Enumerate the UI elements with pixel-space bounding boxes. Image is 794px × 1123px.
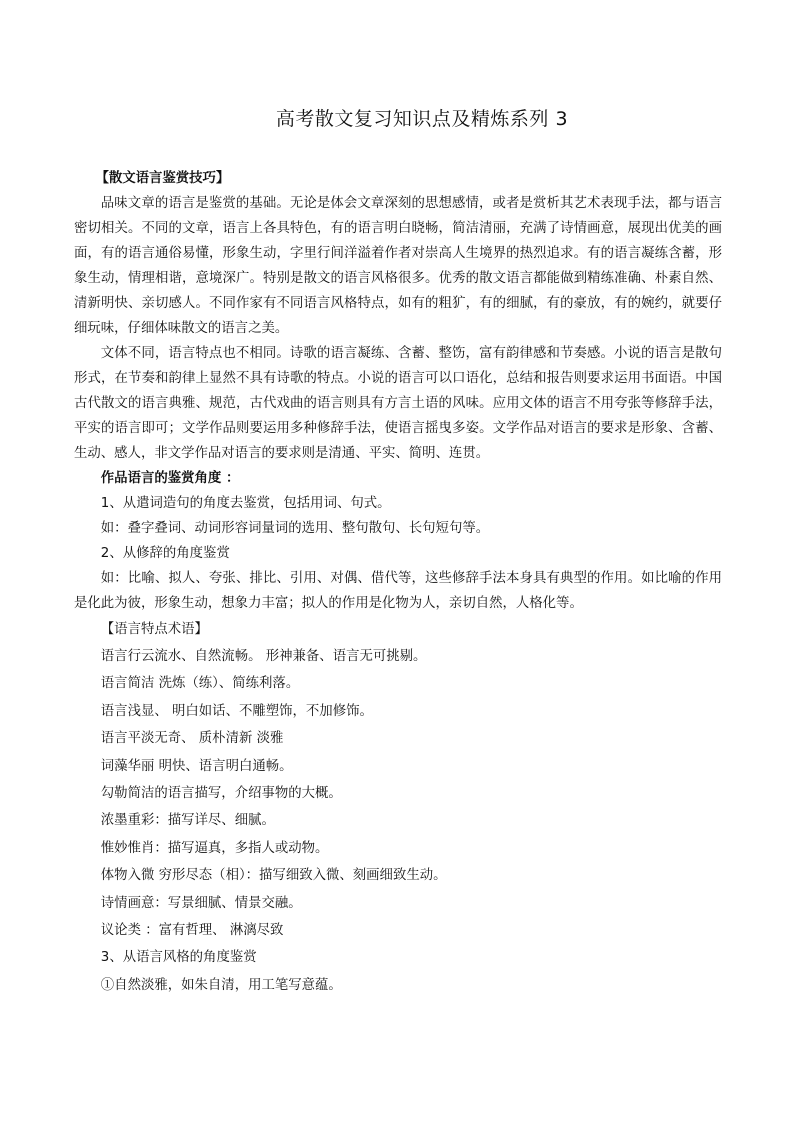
list-item: 语言平淡无奇、 质朴清新 淡雅 [100,731,284,747]
terms-list [74,616,722,999]
list-item: 2、从修辞的角度鉴赏 [100,546,230,561]
list-item: 语言简洁 洗炼（练）、简练利落。 [100,676,300,692]
section-heading-appreciation-angles: 作品语言的鉴赏角度 ： [100,471,240,486]
list-item-example: 如：比喻、拟人、夸张、排比、引用、对偶、借代等，这些修辞手法本身具有典型的作用。如比喻的作用是化此为彼，形象生动，想象力丰富；拟人的作用是化物为人，亲切自然，人格化等。 [74,571,722,611]
list-item: 语言行云流水、自然流畅。 形神兼备、语言无可挑剔。 [100,649,427,664]
list-item: 3、从语言风格的角度鉴赏 [100,950,257,966]
list-item: 1、从遣词造句的角度去鉴赏，包括用词、句式。 [100,496,391,511]
list-item: 语言浅显、 明白如话、不雕塑饰，不加修饰。 [100,703,373,719]
document-title: 高考散文复习知识点及精炼系列 3 [275,108,569,130]
list-item: 词藻华丽 明快、语言明白通畅。 [100,758,293,774]
list-item: 浓墨重彩：描写详尽、细腻。 [100,813,275,829]
list-item: ①自然淡雅，如朱自清，用工笔写意蕴。 [100,977,342,993]
list-item: 体物入微 穷形尽态（相）：描写细致入微、刻画细致生动。 [100,868,447,884]
paragraph: 品味文章的语言是鉴赏的基础。无论是体会文章深刻的思想感情，或者是赏析其艺术表现手法，都与语言密切相关。不同的文章，语言上各具特色，有的语言明白晓畅，简洁清丽，充满了诗情画意，展现出优美的画面，有的语言通俗易懂，形象生动，字里行间洋溢着作者对崇高人生境界的热烈追求。有的语言凝练含蓄，形象生动，情理相谐，意境深广。特别是散文的语言风格很多。优秀的散文语言都能做到精练准确、朴素自然、清新明快、亲切感人。不同作家有不同语言风格特点，如有的粗犷，有的细腻，有的豪放，有的婉约，就要仔细玩味，仔细体味散文的语言之美。 [74,196,722,336]
paragraph: 文体不同，语言特点也不相同。诗歌的语言凝练、含蓄、整饬，富有韵律感和节奏感。小说的语言是散句形式，在节奏和韵律上显然不具有诗歌的特点。小说的语言可以口语化，总结和报告则要求运用书面语。中国古代散文的语言典雅、规范，古代戏曲的语言则具有方言土语的风味。应用文体的语言不用夸张等修辞手法，平实的语言即可；文学作品则要运用多种修辞手法，使语言摇曳多姿。文学作品对语言的要求是形象、含蓄、生动、感人，非文学作品对语言的要求则是清通、平实、简明、连贯。 [74,346,722,461]
section-heading-language-appreciation: 【散文语言鉴赏技巧】 [95,171,230,186]
list-item: 勾勒简洁的语言描写，介绍事物的大概。 [100,786,342,802]
list-item-example: 如：叠字叠词、动词形容词量词的选用、整句散句、长句短句等。 [100,521,490,536]
document-body [74,166,722,999]
list-item: 议论类 ：富有哲理、 淋漓尽致 [100,923,284,939]
list-item: 惟妙惟肖：描写逼真，多指人或动物。 [100,840,329,856]
list-item: 诗情画意：写景细腻、情景交融。 [100,895,302,911]
section-heading-terms: 【语言特点术语】 [100,622,208,637]
